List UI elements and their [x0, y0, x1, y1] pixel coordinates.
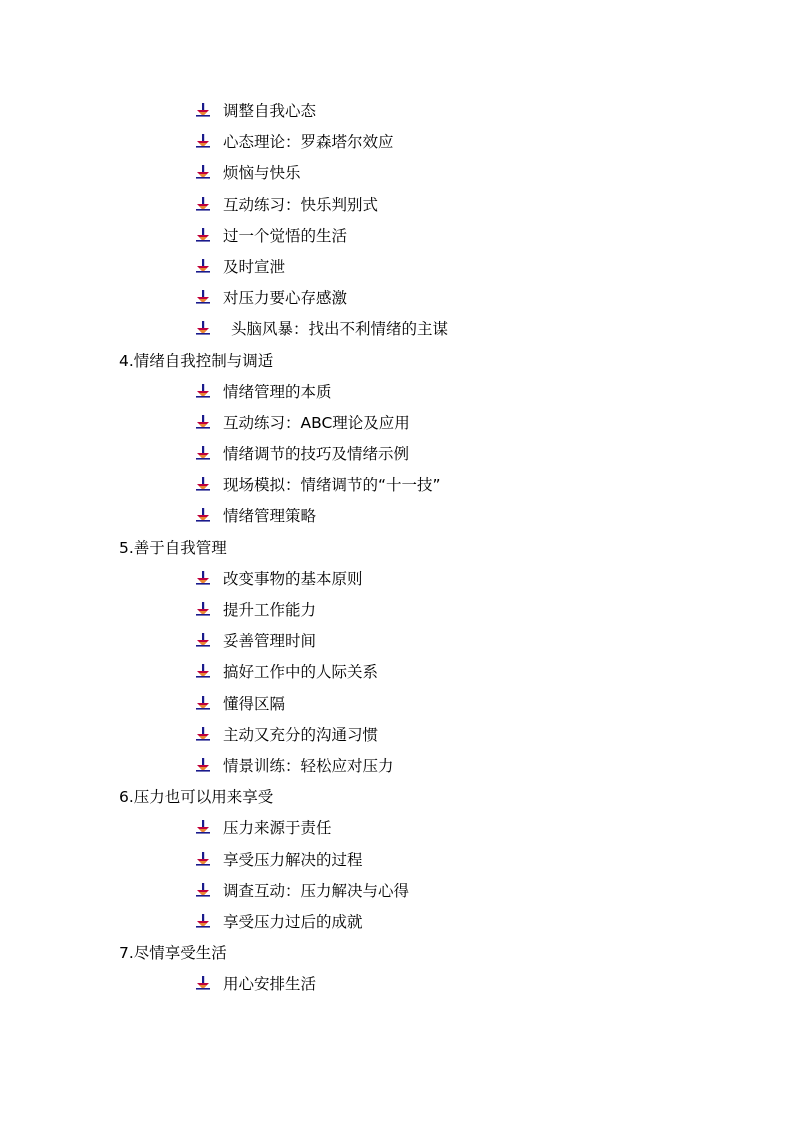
- bullet-item: [0, 470, 794, 501]
- bullet-text: 懂得区隔: [223, 694, 286, 713]
- arrow-down-bullet-icon: [196, 633, 210, 647]
- bullet-text: 烦恼与快乐: [223, 164, 301, 183]
- arrow-down-bullet-icon: [196, 134, 210, 148]
- section-heading-text: 7.尽情享受生活: [119, 944, 227, 963]
- bullet-text: 调整自我心态: [223, 102, 317, 120]
- bullet-text: 情绪调节的技巧及情绪示例: [223, 445, 410, 464]
- arrow-down-bullet-icon: [196, 727, 210, 741]
- arrow-down-bullet-icon: [196, 321, 210, 335]
- arrow-down-bullet-icon: [196, 415, 210, 429]
- section-heading: [0, 782, 794, 813]
- bullet-item: [0, 283, 794, 314]
- bullet-item: [0, 689, 794, 720]
- bullet-text: 主动又充分的沟通习惯: [223, 725, 379, 744]
- bullet-text: 情绪管理的本质: [223, 382, 332, 401]
- bullet-item: [0, 190, 794, 221]
- bullet-text: 现场模拟：情绪调节的“十一技”: [223, 476, 441, 495]
- bullet-text: 互动练习：快乐判别式: [223, 195, 379, 214]
- arrow-down-bullet-icon: [196, 664, 210, 678]
- arrow-down-bullet-icon: [196, 477, 210, 491]
- arrow-down-bullet-icon: [196, 446, 210, 460]
- bullet-item: [0, 158, 794, 189]
- bullet-item: [0, 969, 794, 1000]
- bullet-item: [0, 127, 794, 158]
- bullet-text: 对压力要心存感激: [223, 289, 348, 308]
- bullet-text: 享受压力过后的成就: [223, 912, 363, 931]
- bullet-text: 心态理论：罗森塔尔效应: [223, 133, 394, 152]
- bullet-item: [0, 720, 794, 751]
- document-body: [0, 96, 794, 1000]
- arrow-down-bullet-icon: [196, 602, 210, 616]
- bullet-item: [0, 314, 794, 345]
- arrow-down-bullet-icon: [196, 696, 210, 710]
- section-heading-text: 6.压力也可以用来享受: [119, 788, 274, 807]
- bullet-item: [0, 907, 794, 938]
- bullet-item: [0, 252, 794, 283]
- bullet-text: 调查互动：压力解决与心得: [223, 881, 410, 900]
- arrow-down-bullet-icon: [196, 197, 210, 211]
- arrow-down-bullet-icon: [196, 758, 210, 772]
- section-heading-text: 5.善于自我管理: [119, 538, 227, 557]
- arrow-down-bullet-icon: [196, 290, 210, 304]
- bullet-text: 过一个觉悟的生活: [223, 226, 348, 245]
- bullet-text: 搞好工作中的人际关系: [223, 663, 379, 682]
- bullet-item: [0, 813, 794, 844]
- bullet-item: [0, 564, 794, 595]
- arrow-down-bullet-icon: [196, 103, 210, 117]
- arrow-down-bullet-icon: [196, 259, 210, 273]
- bullet-item: [0, 876, 794, 907]
- bullet-item: [0, 439, 794, 470]
- bullet-text: 妥善管理时间: [223, 632, 317, 651]
- bullet-item: [0, 657, 794, 688]
- section-heading-text: 4.情绪自我控制与调适: [119, 351, 274, 370]
- bullet-text: 改变事物的基本原则: [223, 569, 363, 588]
- arrow-down-bullet-icon: [196, 228, 210, 242]
- arrow-down-bullet-icon: [196, 883, 210, 897]
- bullet-text: 提升工作能力: [223, 601, 317, 619]
- bullet-item: [0, 377, 794, 408]
- bullet-item: [0, 595, 794, 626]
- bullet-item: [0, 751, 794, 782]
- bullet-text: 用心安排生活: [223, 975, 317, 994]
- arrow-down-bullet-icon: [196, 571, 210, 585]
- arrow-down-bullet-icon: [196, 914, 210, 928]
- section-heading: [0, 346, 794, 377]
- bullet-text: 情景训练：轻松应对压力: [223, 756, 394, 775]
- arrow-down-bullet-icon: [196, 508, 210, 522]
- bullet-item: [0, 626, 794, 657]
- arrow-down-bullet-icon: [196, 820, 210, 834]
- arrow-down-bullet-icon: [196, 384, 210, 398]
- bullet-text: 压力来源于责任: [223, 819, 332, 838]
- bullet-text: 互动练习：ABC理论及应用: [223, 413, 410, 432]
- arrow-down-bullet-icon: [196, 976, 210, 990]
- bullet-text: 情绪管理策略: [223, 507, 317, 526]
- arrow-down-bullet-icon: [196, 165, 210, 179]
- bullet-item: [0, 221, 794, 252]
- bullet-item: [0, 408, 794, 439]
- bullet-item: [0, 845, 794, 876]
- bullet-item: [0, 501, 794, 532]
- section-heading: [0, 533, 794, 564]
- bullet-text: 及时宣泄: [223, 257, 286, 276]
- section-heading: [0, 938, 794, 969]
- arrow-down-bullet-icon: [196, 852, 210, 866]
- bullet-item: [0, 96, 794, 127]
- bullet-text: 享受压力解决的过程: [223, 850, 363, 869]
- bullet-text: 头脑风暴：找出不利情绪的主谋: [231, 320, 449, 339]
